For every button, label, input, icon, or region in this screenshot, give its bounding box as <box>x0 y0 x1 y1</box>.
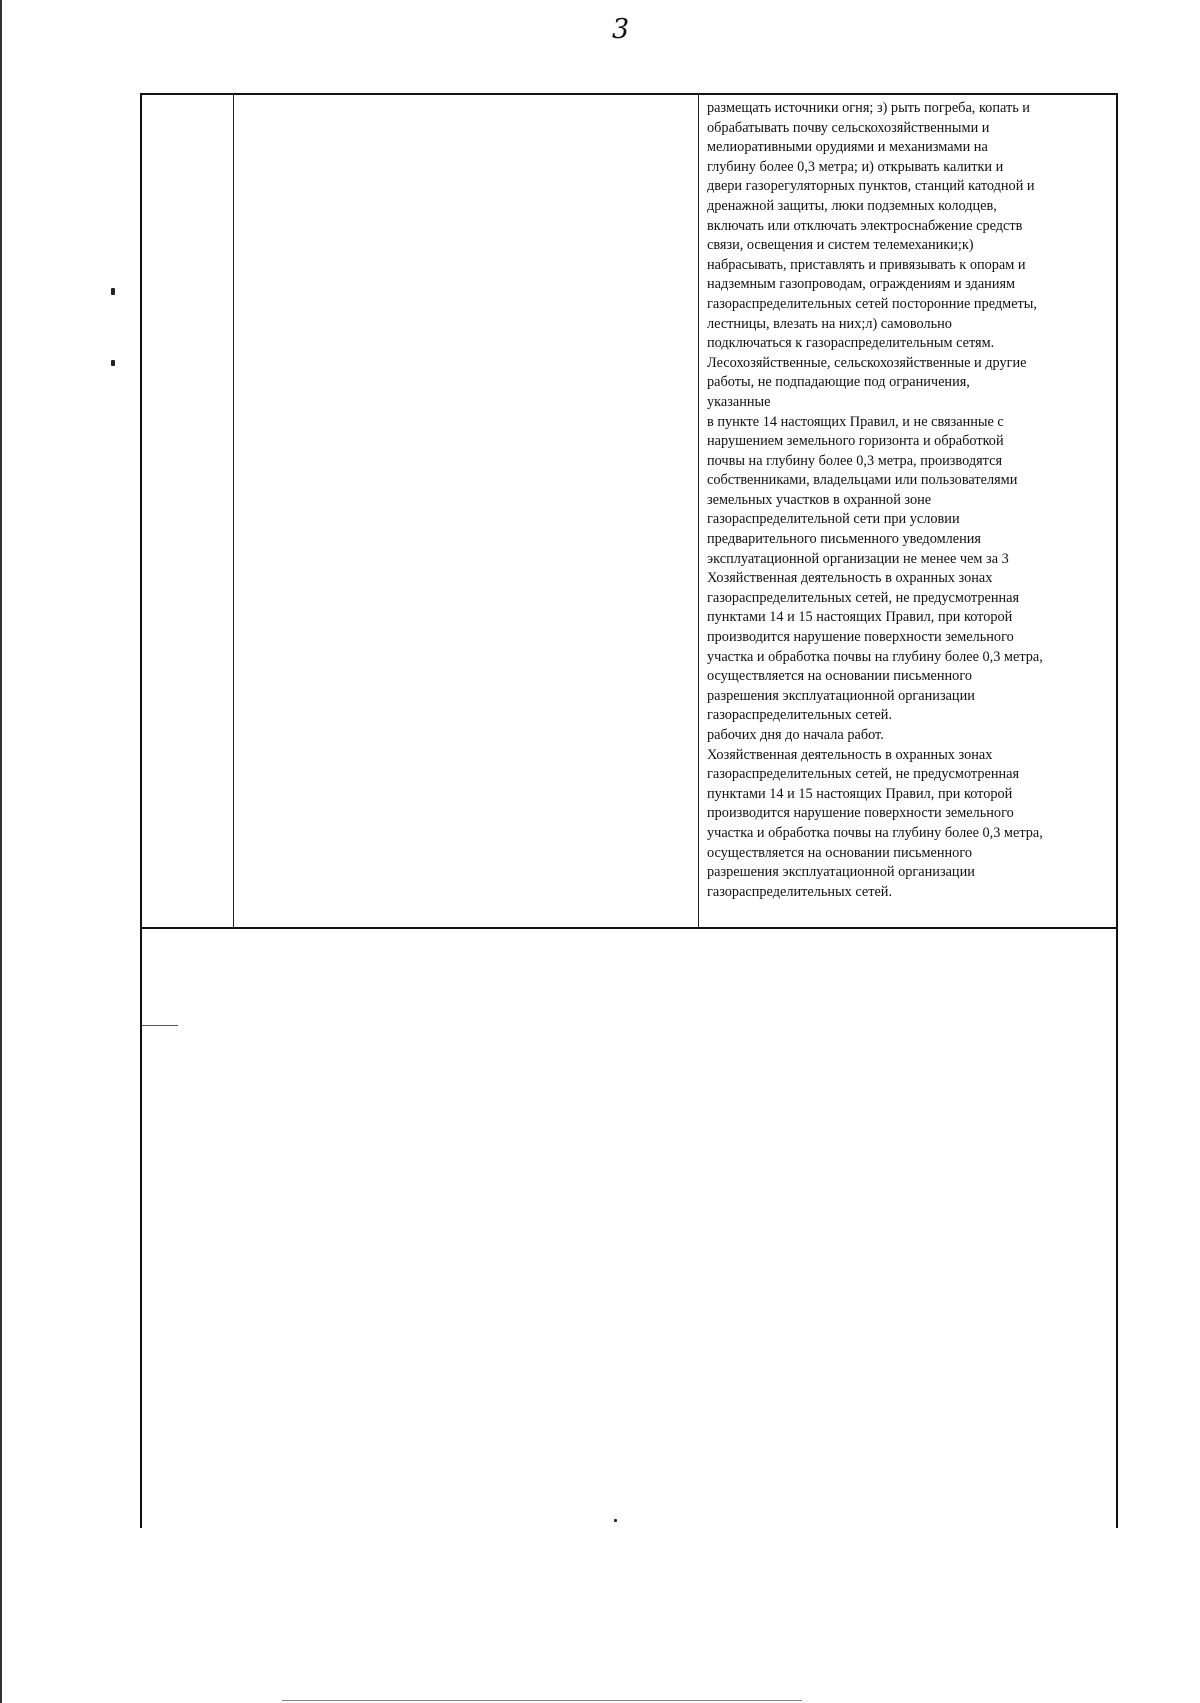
scan-speck <box>614 1519 617 1522</box>
cell-paragraph: Лесохозяйственные, сельскохозяйственные и другие работы, не подпадающие под ограничения, указанные <box>707 354 1027 410</box>
scan-mark <box>282 1700 802 1701</box>
cell-paragraph: в пункте 14 настоящих Правил, и не связанные с нарушением земельного горизонта и обработкой почвы на глубину более 0,3 метра, производятся собственниками, владельцами или пользователями земельных участков в охранной зоне газораспределительной сети при условии предварительного письменного уведомления эксплуатационной организации не менее чем за 3 <box>707 413 1018 567</box>
page-number: 3 <box>612 14 630 45</box>
scan-speck <box>111 288 115 295</box>
table-column-divider-1 <box>233 93 234 928</box>
table-cell-right <box>707 99 1112 902</box>
table-column-divider-2 <box>698 93 699 928</box>
cell-paragraph: размещать источники огня; з) рыть погреба, копать и обрабатывать почву сельскохозяйственными и мелиоративными орудиями и механизмами на глубину более 0,3 метра; и) открывать калитки и двери газорегуляторных пунктов, станций катодной и дренажной защиты, люки подземных колодцев, включать или отключать электроснабжение средств связи, освещения и систем телемеханики;к) набрасывать, приставлять и привязывать к опорам и надземным газопроводам, ограждениям и зданиям газораспределительных сетей посторонние предметы, лестницы, влезать на них;л) самовольно подключаться к газораспределительным сетям. <box>707 100 1037 352</box>
scan-mark <box>142 1025 178 1026</box>
cell-paragraph: Хозяйственная деятельность в охранных зонах газораспределительных сетей, не предусмотренная пунктами 14 и 15 настоящих Правил, при которой производится нарушение поверхности земельного участка и обработка почвы на глубину более 0,3 метра, осуществляется на основании письменного разрешения эксплуатационной организации газораспределительных сетей. <box>707 570 1043 724</box>
cell-paragraph: рабочих дня до начала работ. <box>707 727 884 743</box>
table-row-divider <box>140 927 1118 929</box>
cell-paragraph: Хозяйственная деятельность в охранных зонах газораспределительных сетей, не предусмотренная пунктами 14 и 15 настоящих Правил, при которой производится нарушение поверхности земельного участка и обработка почвы на глубину более 0,3 метра, осуществляется на основании письменного разрешения эксплуатационной организации газораспределительных сетей. <box>707 746 1043 900</box>
scan-speck <box>111 360 115 366</box>
scan-left-edge <box>0 0 2 1703</box>
